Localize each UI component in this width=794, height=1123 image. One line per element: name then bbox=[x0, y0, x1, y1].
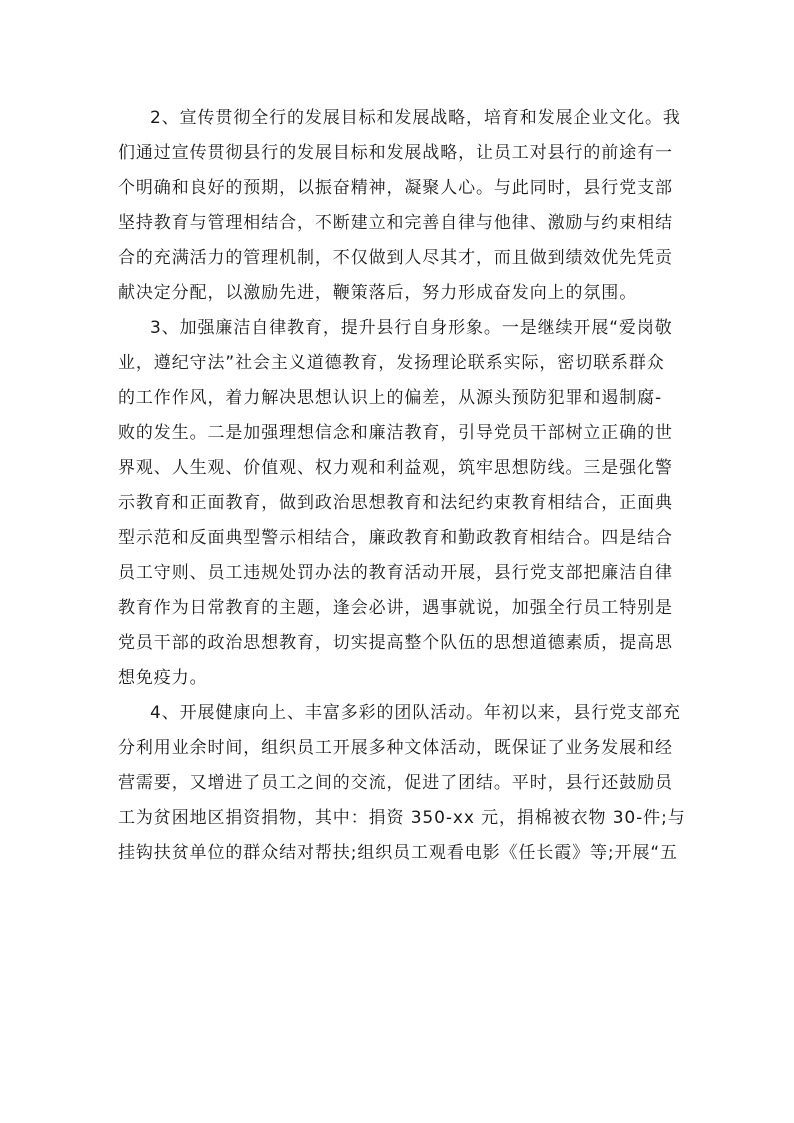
paragraph-4-line-2: 分利用业余时间，组织员工开展多种文体活动，既保证了业务发展和经 bbox=[118, 738, 673, 758]
paragraph-2-line-5: 合的充满活力的管理机制，不仅做到人尽其才，而且做到绩效优先凭贡 bbox=[118, 248, 673, 268]
paragraph-4-line-1: 4、开展健康向上、丰富多彩的团队活动。年初以来，县行党支部充 bbox=[150, 703, 681, 723]
paragraph-3-line-3: 的工作作风，着力解决思想认识上的偏差，从源头预防犯罪和遏制腐- bbox=[118, 388, 663, 408]
paragraph-4-line-4: 工为贫困地区捐资捐物，其中：捐资 350-xx 元，捐棉被衣物 30-件;与 bbox=[118, 808, 686, 828]
paragraph-4-line-3: 营需要，又增进了员工之间的交流，促进了团结。平时，县行还鼓励员 bbox=[118, 773, 673, 793]
paragraph-3-line-1: 3、加强廉洁自律教育，提升县行自身形象。一是继续开展“爱岗敬 bbox=[150, 318, 673, 338]
paragraph-2-line-6: 献决定分配，以激励先进，鞭策落后，努力形成奋发向上的氛围。 bbox=[118, 283, 638, 303]
paragraph-4-line-5: 挂钩扶贫单位的群众结对帮扶;组织员工观看电影《任长霞》等;开展“五 bbox=[118, 843, 678, 863]
paragraph-3-line-8: 员工守则、员工违规处罚办法的教育活动开展，县行党支部把廉洁自律 bbox=[118, 563, 673, 583]
paragraph-2-line-3: 个明确和良好的预期，以振奋精神，凝聚人心。与此同时，县行党支部 bbox=[118, 178, 673, 198]
paragraph-3-line-9: 教育作为日常教育的主题，逢会必讲，遇事就说，加强全行员工特别是 bbox=[118, 598, 673, 618]
paragraph-3-line-10: 党员干部的政治思想教育，切实提高整个队伍的思想道德素质，提高思 bbox=[118, 633, 673, 653]
paragraph-2-line-1: 2、宣传贯彻全行的发展目标和发展战略，培育和发展企业文化。我 bbox=[150, 108, 681, 128]
paragraph-3-line-6: 示教育和正面教育，做到政治思想教育和法纪约束教育相结合，正面典 bbox=[118, 493, 673, 513]
paragraph-3-line-11: 想免疫力。 bbox=[118, 668, 208, 688]
paragraph-3-line-4: 败的发生。二是加强理想信念和廉洁教育，引导党员干部树立正确的世 bbox=[118, 423, 673, 443]
paragraph-3-line-7: 型示范和反面典型警示相结合，廉政教育和勤政教育相结合。四是结合 bbox=[118, 528, 673, 548]
paragraph-2-line-4: 坚持教育与管理相结合，不断建立和完善自律与他律、激励与约束相结 bbox=[118, 213, 673, 233]
paragraph-3-line-5: 界观、人生观、价值观、权力观和利益观，筑牢思想防线。三是强化警 bbox=[118, 458, 673, 478]
paragraph-3-line-2: 业，遵纪守法”社会主义道德教育，发扬理论联系实际，密切联系群众 bbox=[118, 353, 665, 373]
paragraph-2-line-2: 们通过宣传贯彻县行的发展目标和发展战略，让员工对县行的前途有一 bbox=[118, 143, 673, 163]
